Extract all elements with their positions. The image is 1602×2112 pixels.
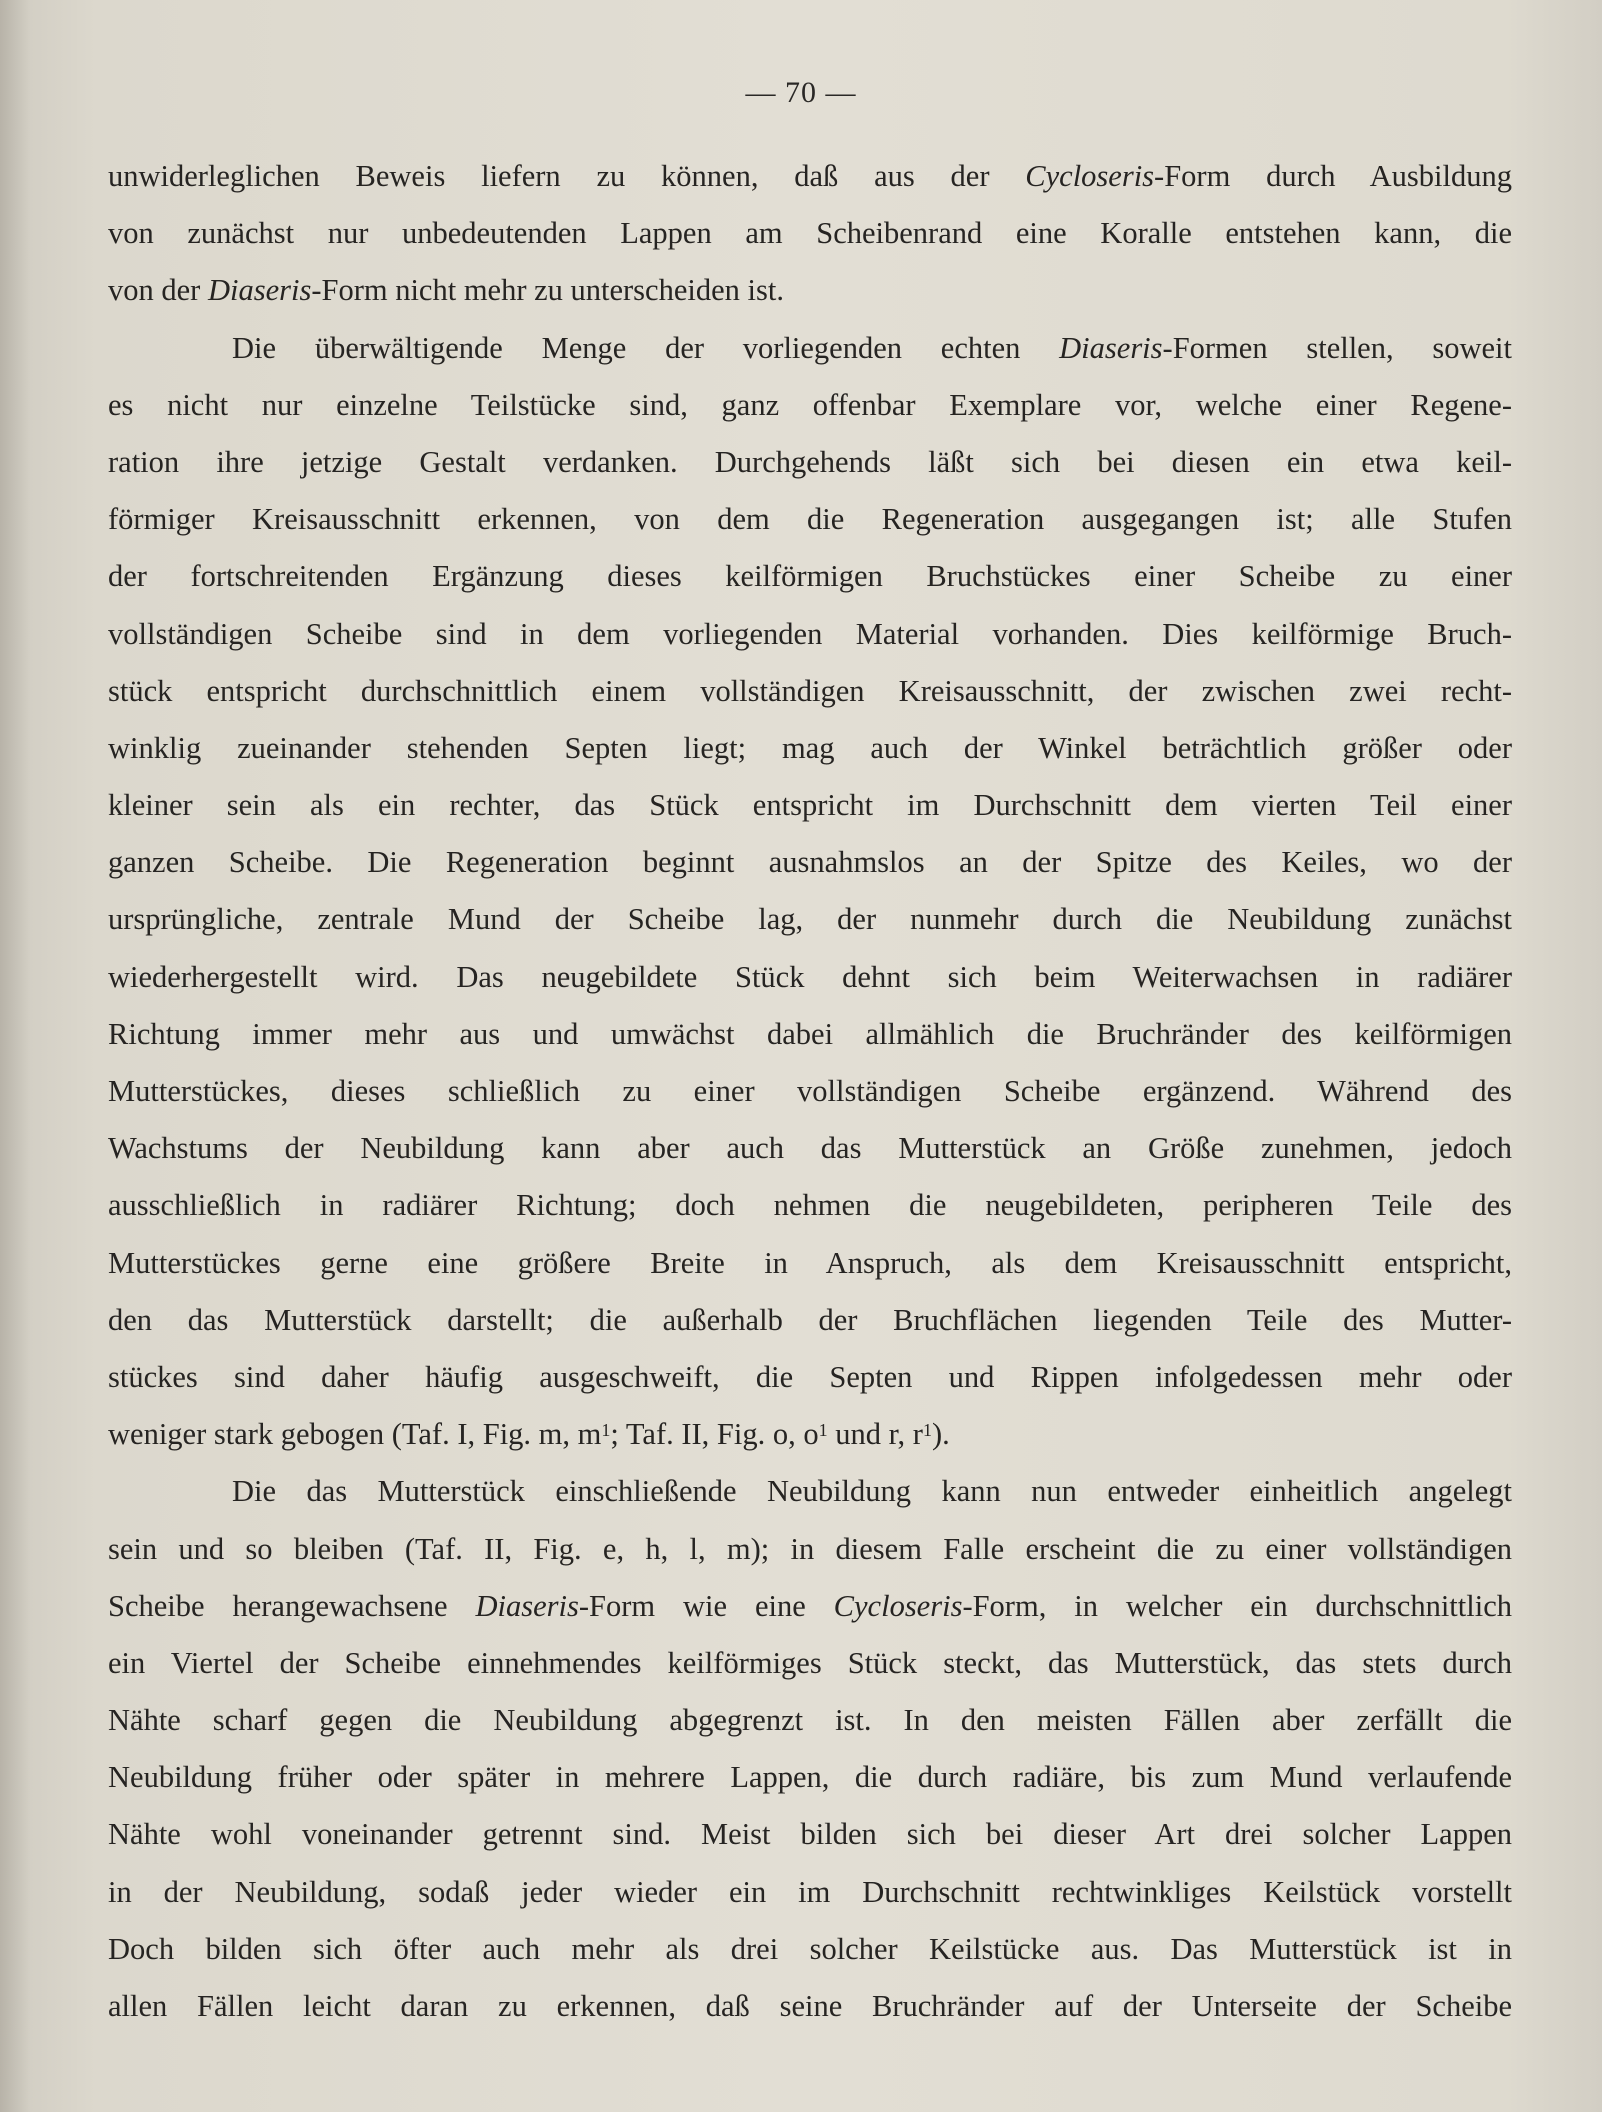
- superscript: 1: [818, 1420, 828, 1441]
- taxon-name: Cycloseris: [833, 1588, 963, 1623]
- text-run: sein und so bleiben (Taf. II, Fig. e, h, l, m); in diesem Falle erscheint die zu einer vollständigen: [108, 1531, 1512, 1566]
- text-run: unwiderleglichen Beweis liefern zu können, daß aus der: [108, 159, 1026, 193]
- text-line: [108, 834, 1512, 891]
- page-number: — 70 —: [745, 76, 857, 109]
- text-line: [108, 1463, 1512, 1520]
- text-run: Die überwältigende Menge der vorliegenden echten: [232, 330, 1060, 365]
- text-run: allen Fällen leicht daran zu erkennen, daß seine Bruchränder auf der Unterseite der Scheibe: [108, 1989, 1512, 2023]
- text-run: von zunächst nur unbedeutenden Lappen am Scheibenrand eine Koralle entstehen kann, die: [108, 216, 1512, 251]
- text-run: Mutterstückes gerne eine größere Breite in Anspruch, als dem Kreisausschnitt entspricht,: [108, 1245, 1512, 1280]
- text-line: [108, 205, 1512, 262]
- text-line: [108, 1120, 1512, 1177]
- text-run: Wachstums der Neubildung kann aber auch das Mutterstück an Größe zunehmen, jedoch: [108, 1131, 1512, 1166]
- text-run: in der Neubildung, sodaß jeder wieder ein im Durchschnitt rechtwinkliges Keilstück vorstellt: [108, 1874, 1512, 1909]
- text-line: [108, 1521, 1512, 1578]
- text-line: [108, 777, 1512, 834]
- text-run: Mutterstückes, dieses schließlich zu einer vollständigen Scheibe ergänzend. Während des: [108, 1074, 1512, 1108]
- text-run: vollständigen Scheibe sind in dem vorliegenden Material vorhanden. Dies keilförmige Bruch-: [108, 616, 1512, 651]
- text-run: es nicht nur einzelne Teilstücke sind, ganz offenbar Exemplare vor, welche einer Regene-: [108, 387, 1512, 422]
- text-run: ; Taf. II, Fig. o, o: [610, 1417, 819, 1452]
- text-line: [108, 377, 1512, 434]
- text-line: [108, 1063, 1512, 1120]
- text-run: ausschließlich in radiärer Richtung; doch nehmen die neugebildeten, peripheren Teile des: [108, 1188, 1512, 1223]
- text-run: -Form durch Ausbildung: [1154, 159, 1512, 193]
- text-line: [108, 1006, 1512, 1063]
- text-line: [108, 148, 1512, 205]
- text-line: [108, 548, 1512, 605]
- text-line: [108, 1177, 1512, 1234]
- text-line: [108, 320, 1512, 377]
- text-run: und r, r: [827, 1417, 923, 1452]
- text-run: stück entspricht durchschnittlich einem vollständigen Kreisausschnitt, der zwischen zwei recht-: [108, 673, 1512, 708]
- text-line: [108, 262, 1512, 319]
- text-run: von der: [108, 273, 208, 308]
- superscript: 1: [922, 1420, 932, 1441]
- text-run: Scheibe herangewachsene: [108, 1588, 476, 1623]
- text-run: ein Viertel der Scheibe einnehmendes keilförmiges Stück steckt, das Mutterstück, das stets durch: [108, 1645, 1512, 1680]
- text-run: -Form nicht mehr zu unterscheiden ist.: [311, 273, 784, 308]
- text-line: [108, 949, 1512, 1006]
- text-run: Richtung immer mehr aus und umwächst dabei allmählich die Bruchränder des keilförmigen: [108, 1016, 1512, 1051]
- taxon-name: Diaseris: [1059, 330, 1163, 365]
- text-line: [108, 1921, 1512, 1978]
- text-line: [108, 1635, 1512, 1692]
- body-text: [108, 148, 1512, 2035]
- text-run: der fortschreitenden Ergänzung dieses keilförmigen Bruchstückes einer Scheibe zu einer: [108, 559, 1512, 594]
- text-run: ganzen Scheibe. Die Regeneration beginnt ausnahmslos an der Spitze des Keiles, wo der: [108, 845, 1512, 880]
- text-run: Nähte wohl voneinander getrennt sind. Meist bilden sich bei dieser Art drei solcher Lappen: [108, 1817, 1512, 1852]
- text-run: stückes sind daher häufig ausgeschweift, die Septen und Rippen infolgedessen mehr oder: [108, 1359, 1512, 1394]
- text-run: ).: [931, 1417, 950, 1452]
- text-line: [108, 606, 1512, 663]
- text-line: [108, 1806, 1512, 1863]
- text-run: wiederhergestellt wird. Das neugebildete Stück dehnt sich beim Weiterwachsen in radiärer: [108, 959, 1512, 994]
- text-run: -Form, in welcher ein durchschnittlich: [962, 1588, 1512, 1623]
- text-run: Die das Mutterstück einschließende Neubildung kann nun entweder einheitlich angelegt: [232, 1474, 1512, 1509]
- text-line: [108, 1864, 1512, 1921]
- text-line: [108, 1692, 1512, 1749]
- text-line: [108, 1406, 1512, 1463]
- text-run: Neubildung früher oder später in mehrere Lappen, die durch radiäre, bis zum Mund verlaufende: [108, 1760, 1512, 1795]
- text-run: ration ihre jetzige Gestalt verdanken. Durchgehends läßt sich bei diesen ein etwa keil-: [108, 444, 1512, 479]
- text-run: ursprüngliche, zentrale Mund der Scheibe lag, der nunmehr durch die Neubildung zunächst: [108, 902, 1512, 937]
- text-line: [108, 1235, 1512, 1292]
- text-line: [108, 720, 1512, 777]
- text-run: Nähte scharf gegen die Neubildung abgegrenzt ist. In den meisten Fällen aber zerfällt die: [108, 1703, 1512, 1738]
- text-run: -Formen stellen, soweit: [1162, 330, 1512, 365]
- text-line: [108, 1978, 1512, 2035]
- taxon-name: Cycloseris: [1025, 159, 1155, 193]
- text-run: förmiger Kreisausschnitt erkennen, von dem die Regeneration ausgegangen ist; alle Stufen: [108, 502, 1512, 537]
- text-line: [108, 491, 1512, 548]
- text-run: Doch bilden sich öfter auch mehr als drei solcher Keilstücke aus. Das Mutterstück ist in: [108, 1931, 1512, 1966]
- taxon-name: Diaseris: [207, 273, 312, 308]
- taxon-name: Diaseris: [475, 1588, 579, 1623]
- text-line: [108, 434, 1512, 491]
- text-line: [108, 663, 1512, 720]
- text-line: [108, 1292, 1512, 1349]
- text-line: [108, 1749, 1512, 1806]
- superscript: 1: [601, 1420, 611, 1441]
- page-edge-shadow: [0, 0, 30, 2112]
- text-run: -Form wie eine: [578, 1588, 834, 1623]
- text-line: [108, 891, 1512, 948]
- text-run: den das Mutterstück darstellt; die außerhalb der Bruchflächen liegenden Teile des Mutter-: [108, 1302, 1512, 1337]
- text-run: weniger stark gebogen (Taf. I, Fig. m, m: [108, 1417, 602, 1452]
- text-run: kleiner sein als ein rechter, das Stück entspricht im Durchschnitt dem vierten Teil einer: [108, 788, 1512, 823]
- text-line: [108, 1349, 1512, 1406]
- text-line: [108, 1578, 1512, 1635]
- text-run: winklig zueinander stehenden Septen liegt; mag auch der Winkel beträchtlich größer oder: [108, 730, 1512, 765]
